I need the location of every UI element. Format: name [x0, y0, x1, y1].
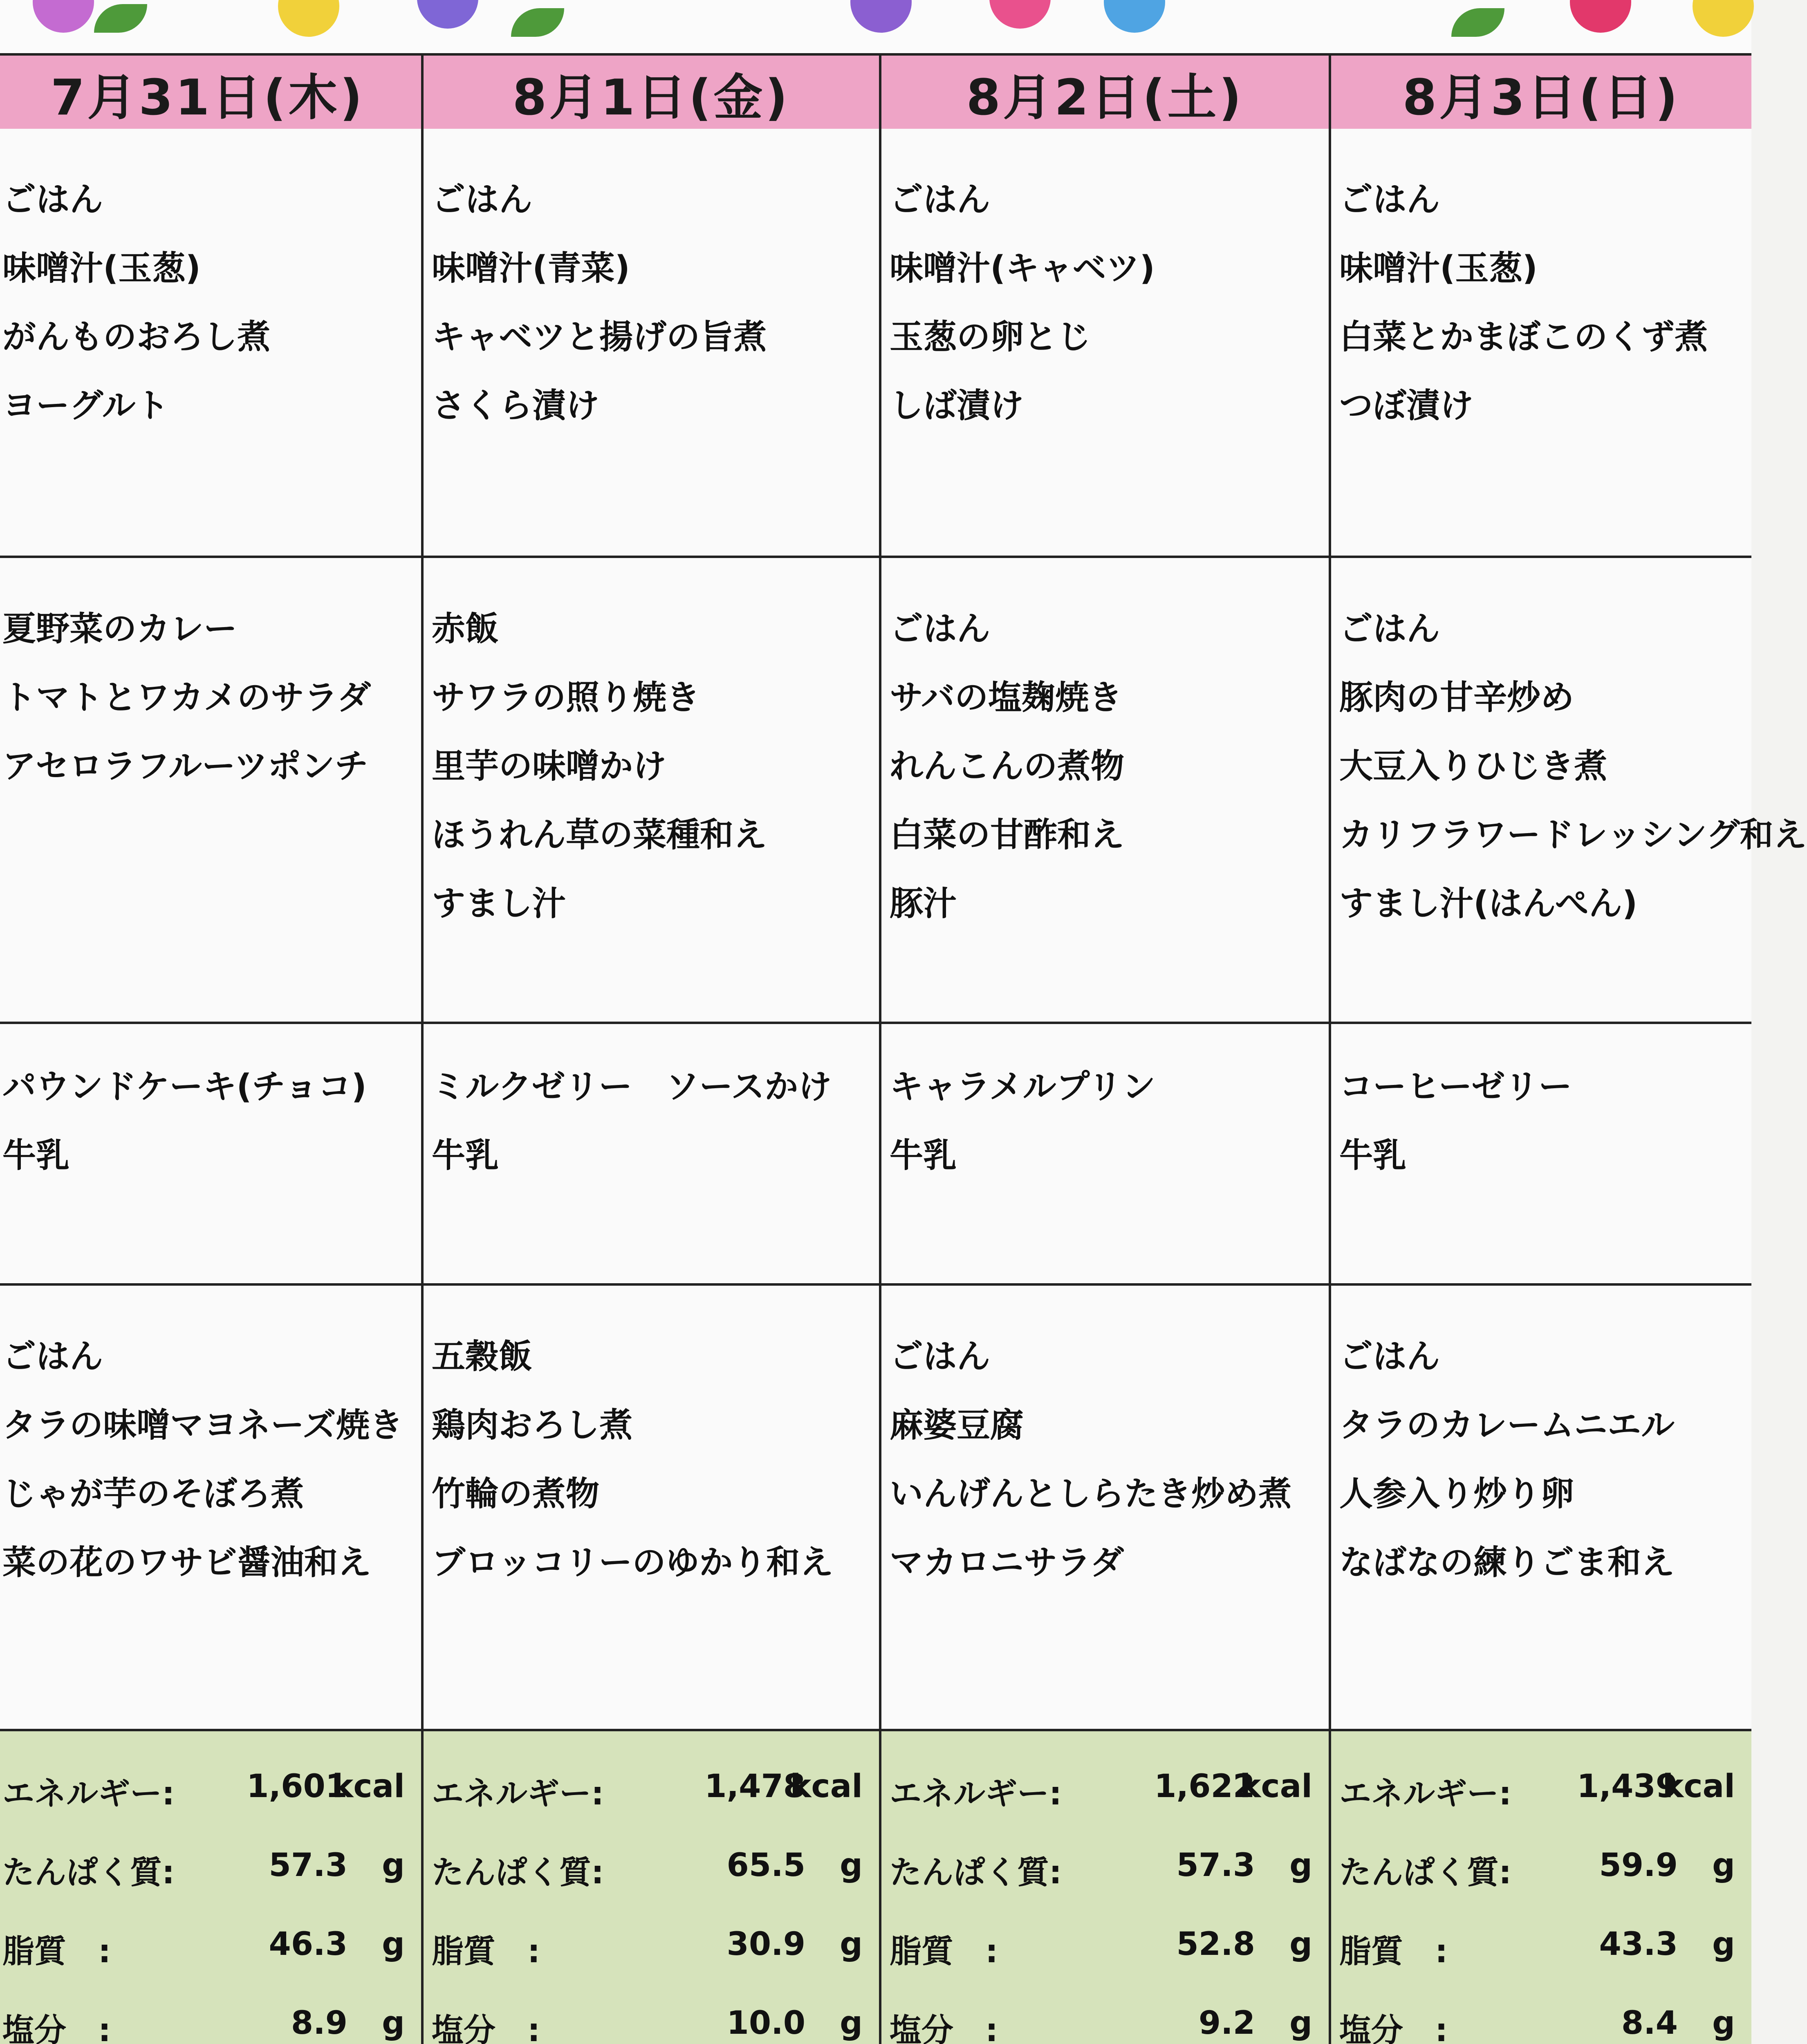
nutrition-value: 9.2: [1198, 2005, 1255, 2042]
menu-item: ごはん: [2, 180, 103, 219]
nutrition-value: 46.3: [269, 1926, 348, 1963]
menu-item: いんげんとしらたき炒め煮: [890, 1475, 1292, 1513]
nutrition-unit: g: [382, 1847, 405, 1884]
menu-item: マカロニサラダ: [890, 1543, 1124, 1582]
menu-item: ヨーグルト: [2, 386, 169, 425]
nutrition-row: [1331, 1827, 1751, 1905]
nutrition-unit: g: [1712, 2005, 1735, 2042]
flower-border-top: [0, 0, 1751, 57]
breakfast-section: [881, 129, 1329, 558]
menu-item: 白菜の甘酢和え: [890, 816, 1125, 854]
flower-decoration: [989, 0, 1051, 29]
nutrition-section: [1331, 1731, 1751, 2044]
menu-item: 麻婆豆腐: [890, 1406, 1024, 1445]
nutrition-row: [1331, 1905, 1751, 1984]
menu-item: さくら漬け: [432, 386, 600, 425]
leaf-decoration: [1451, 8, 1504, 37]
day-column: [879, 53, 1329, 2044]
menu-item: タラのカレームニエル: [1339, 1406, 1675, 1445]
nutrition-section: [424, 1731, 879, 2044]
menu-item: なばなの練りごま和え: [1339, 1543, 1675, 1582]
menu-item: コーヒーゼリー: [1339, 1067, 1572, 1106]
menu-item: トマトとワカメのサラダ: [2, 678, 371, 717]
menu-item: ごはん: [2, 1337, 103, 1376]
menu-item: ごはん: [890, 1337, 991, 1376]
menu-item: 豚肉の甘辛炒め: [1339, 678, 1574, 717]
nutrition-label: 脂質 :: [1339, 1933, 1448, 1970]
day-column: [421, 53, 879, 2044]
nutrition-row: [1331, 1748, 1751, 1827]
dinner-section: [424, 1286, 879, 1731]
flower-decoration: [850, 0, 912, 33]
nutrition-value: 8.9: [291, 2005, 348, 2042]
menu-item: がんものおろし煮: [2, 318, 271, 356]
nutrition-value: 8.4: [1621, 2005, 1678, 2042]
dinner-section: [881, 1286, 1329, 1731]
nutrition-label: 塩分 :: [2, 2012, 111, 2044]
menu-item: れんこんの煮物: [890, 747, 1125, 786]
flower-decoration: [417, 0, 478, 29]
date-header: 8月3日(日): [1331, 53, 1751, 134]
nutrition-value: 57.3: [269, 1847, 348, 1884]
weekly-menu-table: [0, 53, 1807, 2044]
snack-section: [881, 1024, 1329, 1286]
nutrition-value: 52.8: [1176, 1926, 1255, 1963]
nutrition-section: [881, 1731, 1329, 2044]
day-column: [1329, 53, 1807, 2044]
menu-item: 豚汁: [890, 884, 957, 923]
nutrition-value: 65.5: [726, 1847, 805, 1884]
nutrition-label: 塩分 :: [1339, 2012, 1448, 2044]
menu-item: 竹輪の煮物: [432, 1475, 600, 1513]
menu-item: ごはん: [890, 180, 991, 219]
menu-item: 五穀飯: [432, 1337, 533, 1376]
flower-decoration: [278, 0, 339, 37]
nutrition-unit: g: [840, 1847, 863, 1884]
menu-item: ミルクゼリー ソースかけ: [432, 1067, 832, 1106]
nutrition-label: たんぱく質:: [2, 1854, 175, 1891]
flower-decoration: [1104, 0, 1165, 33]
nutrition-value: 1,478: [704, 1768, 805, 1805]
menu-item: ごはん: [1339, 180, 1440, 219]
flower-decoration: [1570, 0, 1631, 33]
nutrition-unit: g: [382, 2005, 405, 2042]
nutrition-row: [881, 1748, 1329, 1827]
nutrition-unit: g: [1712, 1847, 1735, 1884]
nutrition-value: 1,439: [1577, 1768, 1678, 1805]
menu-item: つぼ漬け: [1339, 386, 1474, 425]
lunch-section: [0, 558, 421, 1024]
menu-item: 里芋の味噌かけ: [432, 747, 667, 786]
menu-item: タラの味噌マヨネーズ焼き: [2, 1406, 403, 1445]
nutrition-row: [881, 1984, 1329, 2044]
nutrition-row: [1331, 1984, 1751, 2044]
nutrition-section: [0, 1731, 421, 2044]
menu-item: 人参入り炒り卵: [1339, 1475, 1574, 1513]
menu-item: ごはん: [890, 610, 991, 648]
nutrition-unit: kcal: [790, 1768, 863, 1805]
nutrition-unit: kcal: [332, 1768, 405, 1805]
menu-item: 味噌汁(玉葱): [1339, 249, 1538, 288]
breakfast-section: [1331, 129, 1751, 558]
breakfast-section: [424, 129, 879, 558]
menu-item: キャベツと揚げの旨煮: [432, 318, 767, 356]
date-header: 8月1日(金): [424, 53, 879, 134]
menu-item: キャラメルプリン: [890, 1067, 1156, 1106]
nutrition-label: たんぱく質:: [432, 1854, 604, 1891]
menu-item: アセロラフルーツポンチ: [2, 747, 368, 786]
menu-item: 鶏肉おろし煮: [432, 1406, 633, 1445]
leaf-decoration: [94, 4, 147, 33]
menu-item: 牛乳: [1339, 1136, 1407, 1175]
nutrition-unit: g: [1289, 1926, 1312, 1963]
nutrition-unit: g: [840, 2005, 863, 2042]
nutrition-label: たんぱく質:: [1339, 1854, 1512, 1891]
lunch-section: [424, 558, 879, 1024]
flower-decoration: [1693, 0, 1754, 37]
nutrition-label: 脂質 :: [432, 1933, 540, 1970]
nutrition-label: 脂質 :: [2, 1933, 111, 1970]
nutrition-unit: kcal: [1240, 1768, 1312, 1805]
nutrition-unit: g: [1712, 1926, 1735, 1963]
nutrition-row: [0, 1905, 421, 1984]
nutrition-unit: g: [1289, 2005, 1312, 2042]
snack-section: [424, 1024, 879, 1286]
menu-item: 牛乳: [890, 1136, 957, 1175]
nutrition-value: 1,622: [1154, 1768, 1255, 1805]
nutrition-unit: g: [1289, 1847, 1312, 1884]
nutrition-value: 30.9: [726, 1926, 805, 1963]
menu-item: 菜の花のワサビ醤油和え: [2, 1543, 372, 1582]
nutrition-label: エネルギー:: [432, 1775, 604, 1812]
menu-item: じゃが芋のそぼろ煮: [2, 1475, 305, 1513]
nutrition-row: [0, 1748, 421, 1827]
snack-section: [0, 1024, 421, 1286]
menu-item: 赤飯: [432, 610, 499, 648]
date-header: 7月31日(木): [0, 53, 421, 134]
menu-item: 味噌汁(玉葱): [2, 249, 201, 288]
nutrition-row: [424, 1748, 879, 1827]
menu-item: ごはん: [1339, 610, 1440, 648]
menu-item: 玉葱の卵とじ: [890, 318, 1091, 356]
menu-item: パウンドケーキ(チョコ): [2, 1067, 367, 1106]
nutrition-value: 43.3: [1599, 1926, 1678, 1963]
menu-item: ごはん: [432, 180, 533, 219]
menu-item: 夏野菜のカレー: [2, 610, 238, 648]
nutrition-label: たんぱく質:: [890, 1854, 1062, 1891]
day-column: [0, 53, 421, 2044]
menu-item: ごはん: [1339, 1337, 1440, 1376]
nutrition-unit: g: [840, 1926, 863, 1963]
breakfast-section: [0, 129, 421, 558]
nutrition-unit: kcal: [1662, 1768, 1735, 1805]
menu-item: 味噌汁(青菜): [432, 249, 630, 288]
nutrition-label: エネルギー:: [1339, 1775, 1512, 1812]
nutrition-label: 脂質 :: [890, 1933, 998, 1970]
menu-item: サワラの照り焼き: [432, 678, 700, 717]
menu-item: 牛乳: [2, 1136, 70, 1175]
nutrition-row: [424, 1905, 879, 1984]
nutrition-label: 塩分 :: [890, 2012, 998, 2044]
nutrition-row: [424, 1984, 879, 2044]
nutrition-row: [0, 1827, 421, 1905]
nutrition-row: [881, 1827, 1329, 1905]
leaf-decoration: [511, 8, 564, 37]
flower-decoration: [33, 0, 94, 33]
menu-item: ほうれん草の菜種和え: [432, 816, 767, 854]
nutrition-unit: g: [382, 1926, 405, 1963]
date-header: 8月2日(土): [881, 53, 1329, 134]
nutrition-row: [0, 1984, 421, 2044]
dinner-section: [1331, 1286, 1751, 1731]
lunch-section: [1331, 558, 1807, 1024]
menu-item: ブロッコリーのゆかり和え: [432, 1543, 834, 1582]
dinner-section: [0, 1286, 421, 1731]
menu-item: すまし汁: [432, 884, 566, 923]
menu-item: サバの塩麹焼き: [890, 678, 1123, 717]
nutrition-value: 59.9: [1599, 1847, 1678, 1884]
menu-item: しば漬け: [890, 386, 1024, 425]
menu-item: 白菜とかまぼこのくず煮: [1339, 318, 1708, 356]
menu-item: カリフラワードレッシング和え: [1339, 816, 1807, 854]
nutrition-label: エネルギー:: [2, 1775, 175, 1812]
nutrition-row: [424, 1827, 879, 1905]
menu-item: すまし汁(はんぺん): [1339, 884, 1638, 923]
nutrition-label: 塩分 :: [432, 2012, 540, 2044]
nutrition-value: 10.0: [726, 2005, 805, 2042]
nutrition-row: [881, 1905, 1329, 1984]
menu-item: 大豆入りひじき煮: [1339, 747, 1608, 786]
lunch-section: [881, 558, 1329, 1024]
nutrition-value: 1,601: [247, 1768, 348, 1805]
snack-section: [1331, 1024, 1751, 1286]
menu-item: 味噌汁(キャベツ): [890, 249, 1155, 288]
nutrition-value: 57.3: [1176, 1847, 1255, 1884]
menu-item: 牛乳: [432, 1136, 499, 1175]
nutrition-label: エネルギー:: [890, 1775, 1062, 1812]
